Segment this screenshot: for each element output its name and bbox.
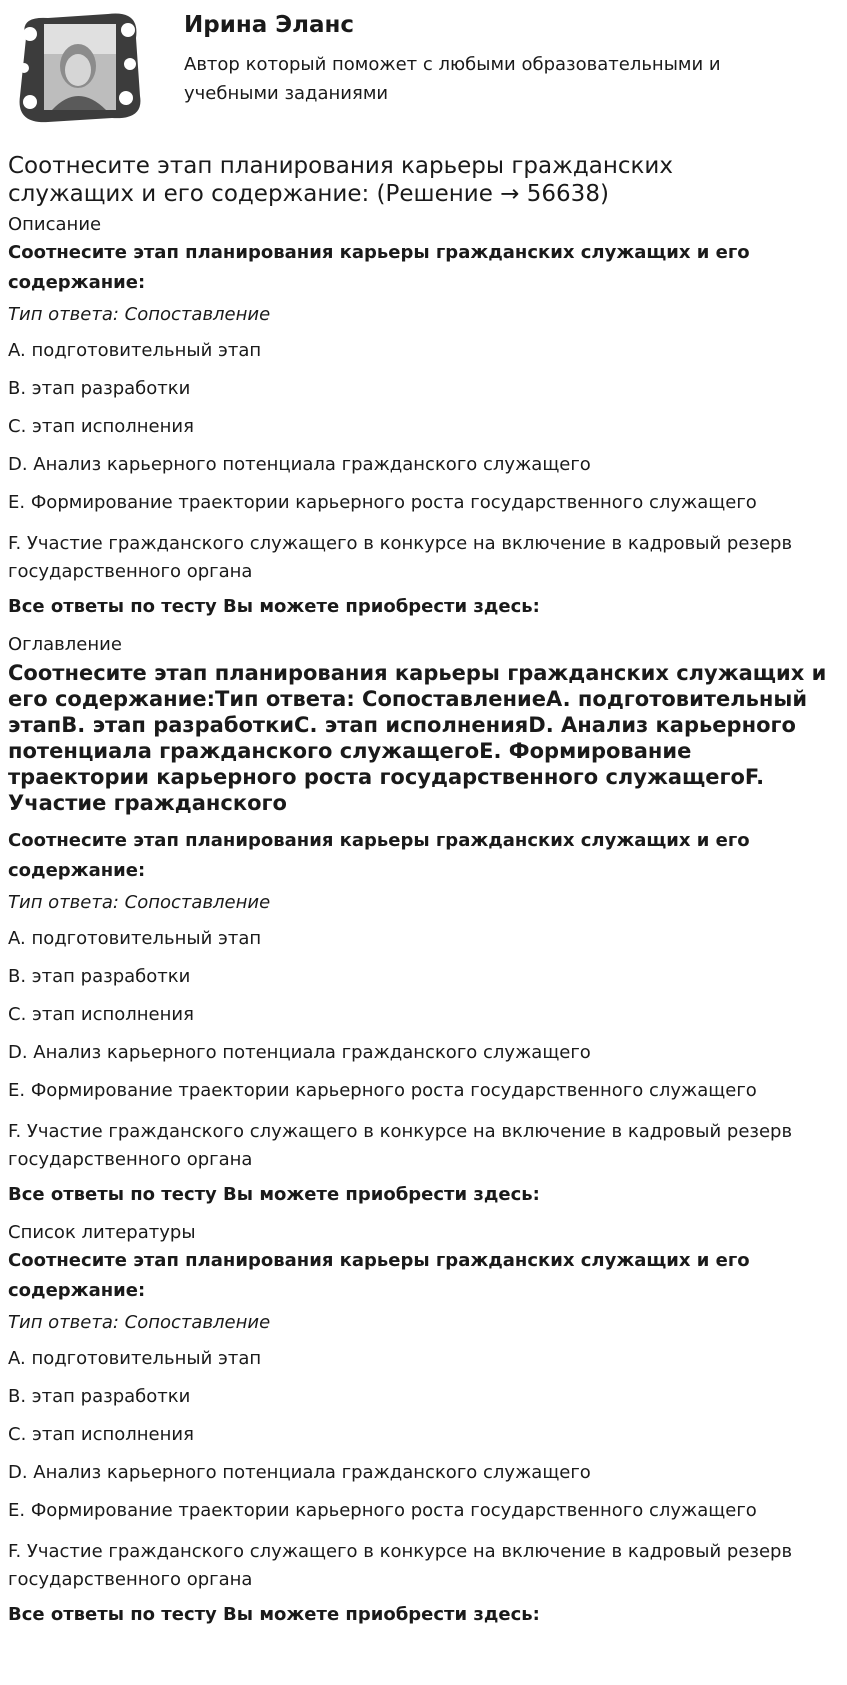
toc-heading: Соотнесите этап планирования карьеры гражданских служащих и его содержание:Тип ответа: СопоставлениеA. подготовительный этапB. этап разработкиC. этап исполненияD. Анализ карьерного потенциала гражданского служащегоE. Формирование траектории карьерного роста государственного служащегоF. Участие гражданского	[8, 661, 827, 815]
author-header	[0, 0, 847, 140]
option-d: D. Анализ карьерного потенциала гражданского служащего	[8, 454, 591, 475]
option-c: C. этап исполнения	[8, 416, 194, 437]
option-b: B. этап разработки	[8, 966, 191, 987]
section-label-description: Описание	[8, 214, 102, 235]
option-a: A. подготовительный этап	[8, 340, 262, 361]
literature-section	[8, 1220, 839, 1626]
option-a: A. подготовительный этап	[8, 928, 262, 949]
author-name: Ирина Эланс	[184, 12, 355, 38]
author-description: Автор который поможет с любыми образовательными и учебными заданиями	[184, 54, 721, 104]
option-b: B. этап разработки	[8, 378, 191, 399]
option-c: C. этап исполнения	[8, 1424, 194, 1445]
toc-section	[8, 632, 839, 1206]
answer-type: Тип ответа: Сопоставление	[8, 1312, 271, 1333]
answer-type: Тип ответа: Сопоставление	[8, 304, 271, 325]
option-f: F. Участие гражданского служащего в конкурсе на включение в кадровый резерв государственного органа	[8, 1121, 793, 1170]
option-d: D. Анализ карьерного потенциала гражданского служащего	[8, 1462, 591, 1483]
option-f: F. Участие гражданского служащего в конкурсе на включение в кадровый резерв государственного органа	[8, 1541, 793, 1590]
option-e: E. Формирование траектории карьерного роста государственного служащего	[8, 1500, 757, 1521]
main-content	[0, 152, 847, 1626]
question-text: Соотнесите этап планирования карьеры гражданских служащих и его содержание:	[8, 242, 750, 293]
question-text: Соотнесите этап планирования карьеры гражданских служащих и его содержание:	[8, 830, 750, 881]
buy-answers-text: Все ответы по тесту Вы можете приобрести здесь:	[8, 596, 540, 617]
option-e: E. Формирование траектории карьерного роста государственного служащего	[8, 492, 757, 513]
section-label-toc: Оглавление	[8, 634, 122, 655]
answer-type: Тип ответа: Сопоставление	[8, 892, 271, 913]
option-a: A. подготовительный этап	[8, 1348, 262, 1369]
page-title: Соотнесите этап планирования карьеры гражданских служащих и его содержание: (Решение → 56638)	[8, 153, 673, 207]
option-d: D. Анализ карьерного потенциала гражданского служащего	[8, 1042, 591, 1063]
buy-answers-text: Все ответы по тесту Вы можете приобрести здесь:	[8, 1184, 540, 1205]
question-text: Соотнесите этап планирования карьеры гражданских служащих и его содержание:	[8, 1250, 750, 1301]
description-section	[8, 212, 839, 618]
section-label-literature: Список литературы	[8, 1222, 196, 1243]
buy-answers-text: Все ответы по тесту Вы можете приобрести здесь:	[8, 1604, 540, 1625]
option-e: E. Формирование траектории карьерного роста государственного служащего	[8, 1080, 757, 1101]
option-c: C. этап исполнения	[8, 1004, 194, 1025]
author-avatar	[8, 8, 150, 126]
option-f: F. Участие гражданского служащего в конкурсе на включение в кадровый резерв государственного органа	[8, 533, 793, 582]
option-b: B. этап разработки	[8, 1386, 191, 1407]
